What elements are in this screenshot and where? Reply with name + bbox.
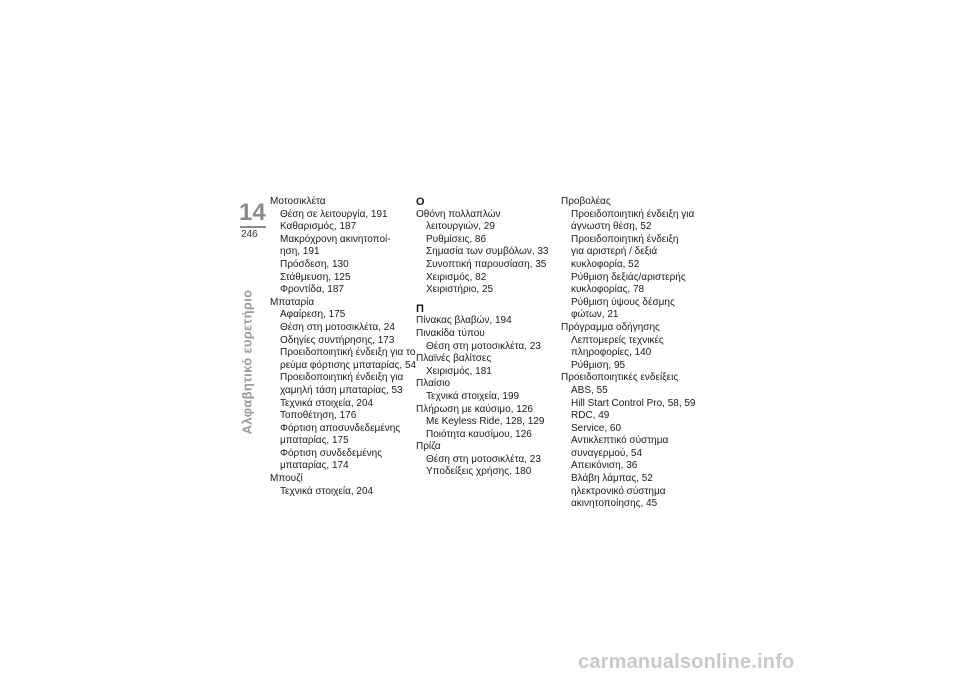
index-subentry: Χειριστήριο, 25 [426,284,494,296]
index-column-1 [270,196,417,498]
index-entry: Πινακίδα τύπου [416,327,485,339]
index-subentry: χαμηλή τάση μπαταρίας, 53 [280,384,403,396]
index-subentry: Προειδοποιητική ένδειξη για [280,372,404,384]
index-subentry: για αριστερή / δεξιά [571,246,658,258]
chapter-divider [240,226,266,228]
index-column-2 [416,196,556,479]
index-entry: Πλαίσιο [416,378,451,390]
index-subentry: Ρύθμιση δεξιάς/αριστερής [571,271,686,283]
index-subentry: λειτουργιών, 29 [426,221,495,233]
index-subentry: Αφαίρεση, 175 [280,309,346,321]
index-letter-heading: Π [416,302,424,315]
index-subentry: Τεχνικά στοιχεία, 204 [280,485,374,497]
index-subentry: Τεχνικά στοιχεία, 199 [426,390,520,402]
index-letter-heading: Ο [416,196,425,208]
index-subentry: Μακρόχρονη ακινητοποί- [280,233,391,245]
index-subentry: ηλεκτρονικό σύστημα [571,485,666,497]
index-subentry: Στάθμευση, 125 [280,271,351,283]
index-subentry: Πρόσδεση, 130 [280,258,349,270]
index-subentry: Θέση στη μοτοσικλέτα, 23 [426,340,541,352]
index-subentry: Τεχνικά στοιχεία, 204 [280,397,374,409]
index-subentry: ηση, 191 [280,246,320,258]
index-subentry: Βλάβη λάμπας, 52 [571,473,653,485]
page-number: 246 [241,229,258,240]
index-subentry: Οδηγίες συντήρησης, 173 [280,334,395,346]
index-subentry: Απεικόνιση, 36 [571,460,638,472]
index-entry: Οθόνη πολλαπλών [416,208,501,220]
index-subentry: Φόρτιση συνδεδεμένης [280,447,383,459]
index-subentry: Καθαρισμός, 187 [280,221,357,233]
index-entry: Μπαταρία [270,296,315,308]
index-subentry: Συνοπτική παρουσίαση, 35 [426,258,547,270]
index-subentry: Θέση στη μοτοσικλέτα, 24 [280,321,395,333]
index-entry: Πρίζα [416,441,441,453]
index-subentry: Αντικλεπτικό σύστημα [571,435,669,447]
index-subentry: Υποδείξεις χρήσης, 180 [426,466,532,478]
index-entry: Προειδοποιητικές ενδείξεις [561,372,679,384]
index-subentry: μπαταρίας, 174 [280,460,349,472]
index-subentry: Ρυθμίσεις, 86 [426,233,487,245]
index-subentry: ρεύμα φόρτισης μπαταρίας, 54 [280,359,417,371]
index-subentry: ακινητοποίησης, 45 [571,498,658,510]
index-column-3 [561,196,711,511]
index-subentry: συναγερμού, 54 [571,447,643,459]
index-subentry: Ρύθμιση, 95 [571,359,626,371]
index-subentry: Προειδοποιητική ένδειξη για [571,208,695,220]
index-subentry: Hill Start Control Pro, 58, 59 [571,397,696,409]
index-entry: Πρόγραμμα οδήγησης [561,321,660,333]
index-subentry: Service, 60 [571,422,622,434]
index-subentry: Προειδοποιητική ένδειξη για το [280,347,416,359]
index-subentry: Λεπτομερείς τεχνικές [571,334,664,346]
index-entry: Πλήρωση με καύσιμο, 126 [416,403,533,415]
index-subentry: RDC, 49 [571,410,610,422]
index-subentry: Με Keyless Ride, 128, 129 [426,416,545,428]
index-subentry: Τοποθέτηση, 176 [280,410,357,422]
index-subentry: Φροντίδα, 187 [280,284,344,296]
index-subentry: Χειρισμός, 82 [426,271,487,283]
section-side-title: Αλφαβητικό ευρετήριο [239,289,255,435]
index-subentry: άγνωστη θέση, 52 [571,221,652,233]
index-subentry: Φόρτιση αποσυνδεδεμένης [280,422,401,434]
index-subentry: Θέση στη μοτοσικλέτα, 23 [426,453,541,465]
index-subentry: πληροφορίες, 140 [571,347,652,359]
watermark: carmanualsonline.info [578,651,795,673]
index-subentry: Προειδοποιητική ένδειξη [571,233,679,245]
index-subentry: κυκλοφορίας, 78 [571,284,645,296]
index-subentry: μπαταρίας, 175 [280,435,349,447]
index-subentry: Σημασία των συμβόλων, 33 [426,246,549,258]
index-entry: Μοτοσικλέτα [270,196,326,207]
index-entry: Προβολέας [561,196,611,207]
index-subentry: Ποιότητα καυσίμου, 126 [426,428,532,440]
index-entry: Πλαϊνές βαλίτσες [416,353,492,365]
index-subentry: φώτων, 21 [571,309,619,321]
chapter-number: 14 [239,199,266,226]
index-subentry: κυκλοφορία, 52 [571,258,640,270]
index-subentry: Θέση σε λειτουργία, 191 [280,208,388,220]
index-subentry: Ρύθμιση ύψους δέσμης [571,296,675,308]
index-entry: Μπουζί [270,473,303,485]
index-entry: Πίνακας βλαβών, 194 [416,315,512,327]
index-subentry: Χειρισμός, 181 [426,365,492,377]
index-subentry: ABS, 55 [571,384,608,396]
